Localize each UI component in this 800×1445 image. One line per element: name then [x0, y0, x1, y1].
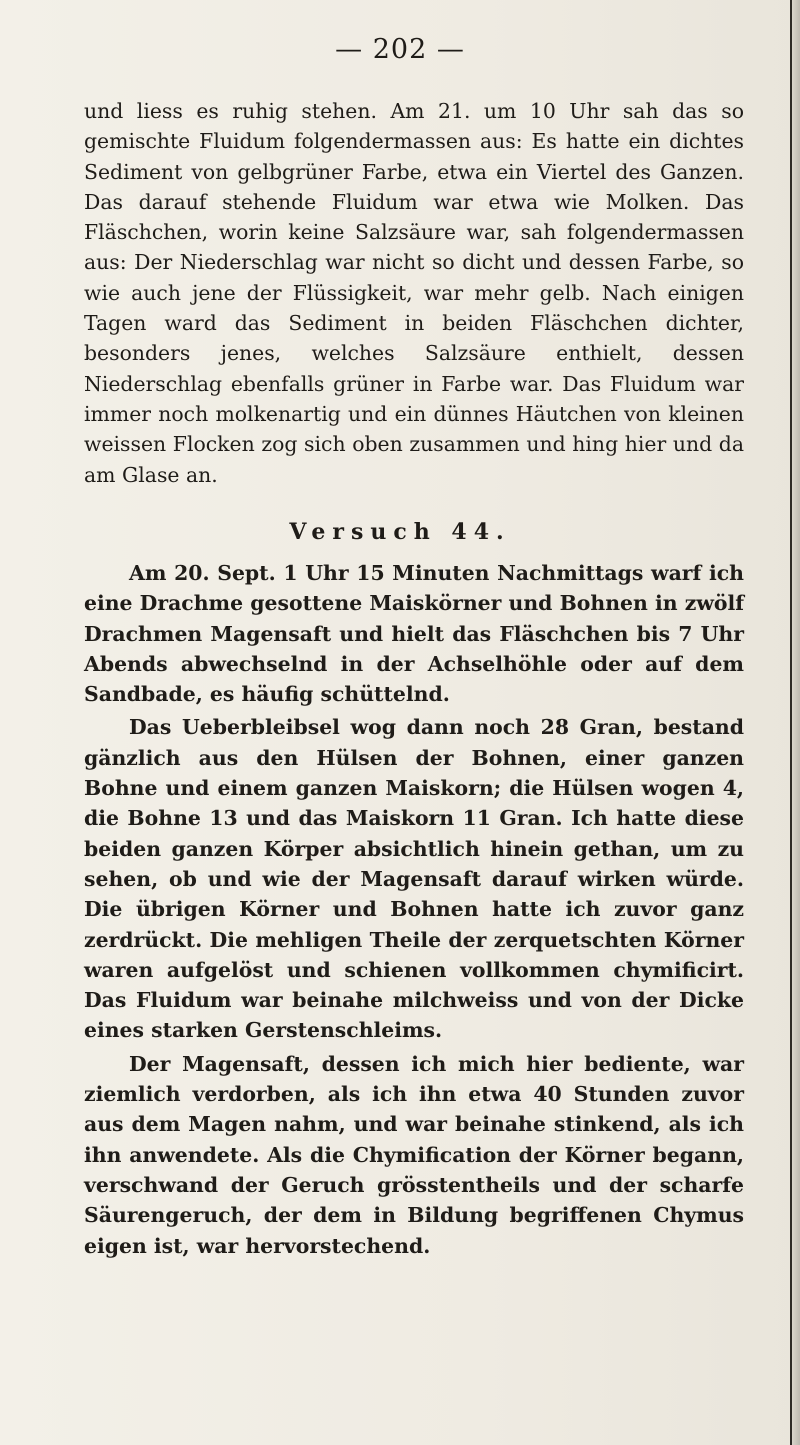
paragraph-block-rest [84, 558, 744, 1261]
paragraph-block-top [84, 96, 744, 490]
section-heading: Versuch 44. [289, 519, 511, 545]
paragraph: Das Ueberbleibsel wog dann noch 28 Gran, bestand gänzlich aus den Hülsen der Bohnen, einer ganzen Bohne und einem ganzen Maiskorn; die Hülsen wogen 4, die Bohne 13 und das Maiskorn 11 Gran. Ich hatte diese beiden ganzen Körper absichtlich hinein gethan, um zu sehen, ob und wie der Magensaft darauf wirken würde. Die übrigen Körner und Bohnen hatte ich zuvor ganz zerdrückt. Die mehligen Theile der zerquetschten Körner waren aufgelöst und schienen vollkommen chymificirt. Das Fluidum war beinahe milchweiss und von der Dicke eines starken Gerstenschleims. [84, 715, 744, 1043]
book-edge-line [790, 0, 792, 1445]
paragraph: Am 20. Sept. 1 Uhr 15 Minuten Nachmittags warf ich eine Drachme gesottene Maiskörner und Bohnen in zwölf Drachmen Magensaft und hielt das Fläschchen bis 7 Uhr Abends abwechselnd in der Achselhöhle oder auf dem Sandbade, es häufig schüttelnd. [84, 561, 744, 707]
page-number: — 202 — [335, 34, 465, 65]
paragraph: und liess es ruhig stehen. Am 21. um 10 Uhr sah das so gemischte Fluidum folgendermassen aus: Es hatte ein dichtes Sediment von gelbgrüner Farbe, etwa ein Viertel des Ganzen. Das darauf stehende Fluidum war etwa wie Molken. Das Fläschchen, worin keine Salzsäure war, sah folgendermassen aus: Der Niederschlag war nicht so dicht und dessen Farbe, so wie auch jene der Flüssigkeit, war mehr gelb. Nach einigen Tagen ward das Sediment in beiden Fläschchen dichter, besonders jenes, welches Salzsäure enthielt, dessen Niederschlag ebenfalls grüner in Farbe war. Das Fluidum war immer noch molkenartig und ein dünnes Häutchen von kleinen weissen Flocken zog sich oben zusammen und hing hier und da am Glase an. [84, 99, 744, 487]
paragraph: Der Magensaft, dessen ich mich hier bediente, war ziemlich verdorben, als ich ihn etwa 40 Stunden zuvor aus dem Magen nahm, und war beinahe stinkend, als ich ihn anwendete. Als die Chymification der Körner begann, verschwand der Geruch grösstentheils und der scharfe Säurengeruch, der dem in Bildung begriffenen Chymus eigen ist, war hervorstechend. [84, 1051, 744, 1258]
book-edge-shadow [792, 0, 800, 1445]
